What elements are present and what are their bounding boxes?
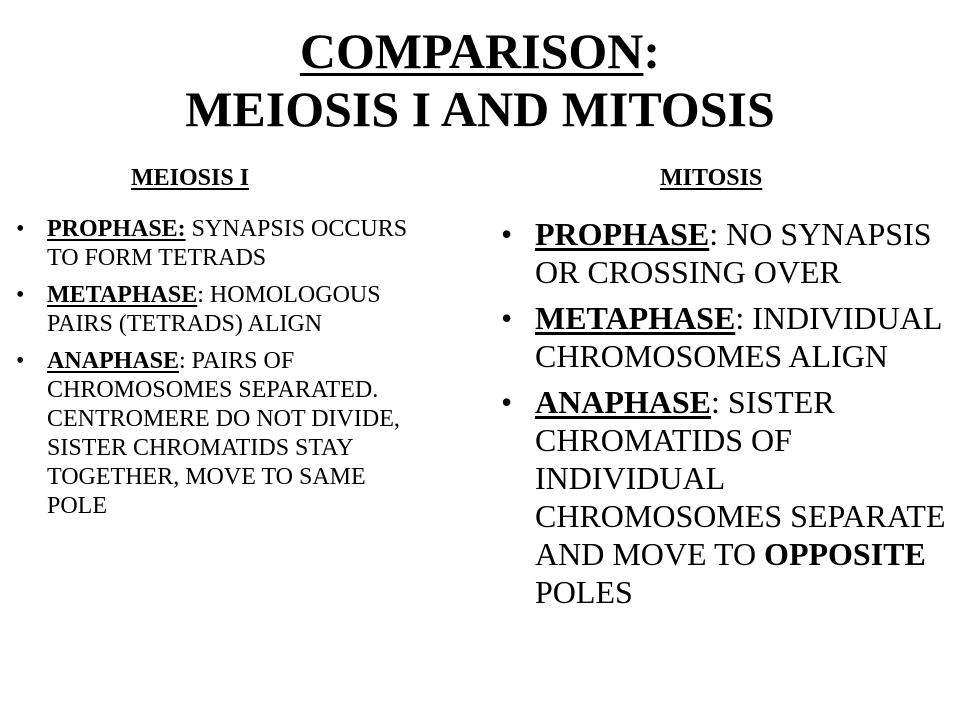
bullet-icon: •	[501, 216, 513, 252]
bullet-icon: •	[16, 216, 25, 242]
title-line-2: MEIOSIS I AND MITOSIS	[185, 81, 775, 137]
phase-text: SYNAPSIS OCCURS TO FORM TETRADS	[47, 216, 408, 271]
bullet-icon: •	[16, 282, 25, 308]
mitosis-header: MITOSIS	[660, 165, 763, 191]
meiosis-header: MEIOSIS I	[131, 165, 250, 191]
phase-emphasis: OPPOSITE	[764, 536, 926, 572]
meiosis-metaphase-item	[10, 281, 410, 339]
title-comparison: COMPARISON	[299, 23, 644, 79]
mitosis-metaphase-item	[497, 299, 952, 375]
meiosis-anaphase-item	[10, 347, 410, 521]
slide-title	[0, 22, 960, 138]
meiosis-prophase-item	[10, 215, 410, 273]
phase-text: : PAIRS OF CHROMOSOMES SEPARATED. CENTROMERE DO NOT DIVIDE, SISTER CHROMATIDS STAY TOGETHER, MOVE TO SAME POLE	[47, 348, 400, 519]
phase-text: : HOMOLOGOUS PAIRS (TETRADS) ALIGN	[47, 282, 381, 337]
title-line-1	[0, 22, 960, 80]
meiosis-list	[10, 215, 410, 529]
phase-label: PROPHASE:	[47, 216, 186, 242]
bullet-icon: •	[16, 348, 25, 374]
phase-text: : SISTER CHROMATIDS OF INDIVIDUAL CHROMOSOMES SEPARATE AND MOVE TO	[535, 384, 946, 572]
mitosis-list	[497, 215, 952, 619]
phase-label: METAPHASE	[47, 282, 198, 308]
phase-label: ANAPHASE	[47, 348, 180, 374]
bullet-icon: •	[501, 300, 513, 336]
mitosis-anaphase-item	[497, 383, 952, 611]
phase-label: PROPHASE	[535, 216, 710, 252]
bullet-icon: •	[501, 384, 513, 420]
phase-text: : INDIVIDUAL CHROMOSOMES ALIGN	[535, 300, 942, 374]
phase-label: METAPHASE	[535, 300, 736, 336]
phase-text-tail: POLES	[535, 574, 633, 610]
title-colon: :	[643, 23, 661, 79]
phase-label: ANAPHASE	[535, 384, 712, 420]
phase-text: : NO SYNAPSIS OR CROSSING OVER	[535, 216, 932, 290]
mitosis-prophase-item	[497, 215, 952, 291]
